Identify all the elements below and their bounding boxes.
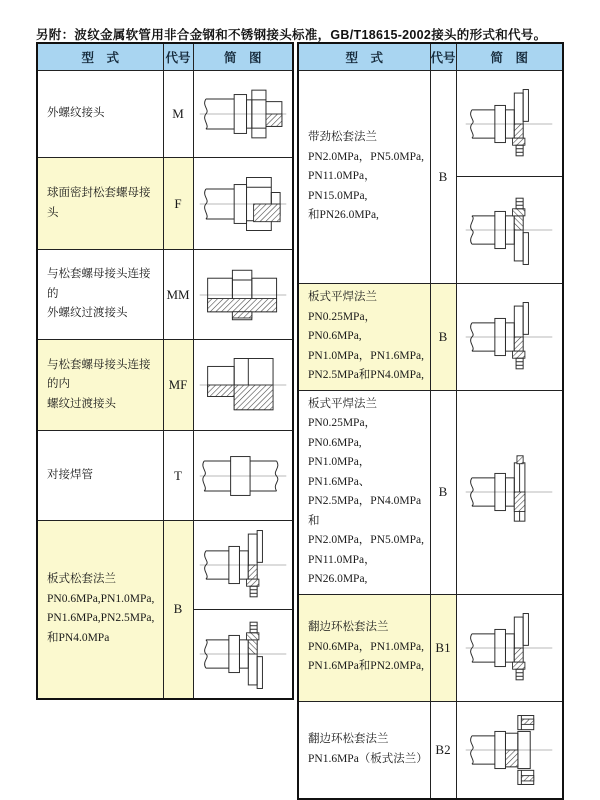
type-line: 板式平焊法兰: [308, 397, 377, 410]
type-line: PN0.25MPa，PN0.6MPa,: [308, 310, 377, 342]
column-header-type: 型 式: [37, 43, 163, 71]
diagram-cell: [193, 610, 293, 699]
column-header-diagram: 简 图: [456, 43, 563, 71]
table-row: [37, 250, 293, 340]
table-row: [298, 594, 563, 701]
type-line: 和PN4.0MPa: [47, 631, 110, 644]
flange-bolt-top-diagram: [461, 454, 557, 530]
type-line: PN2.5MPa和PN4.0MPa,: [308, 369, 424, 381]
type-line: PN0.6MPa，PN1.0MPa,: [308, 640, 424, 653]
code-cell: MM: [163, 250, 193, 340]
code-cell: MF: [163, 340, 193, 431]
flange-loose-up-diagram: [461, 86, 557, 162]
page-title: 另附：波纹金属软管用非合金钢和不锈钢接头标准，GB/T18615-2002接头的形式和代号。: [36, 27, 547, 42]
type-line: 带劲松套法兰: [308, 131, 377, 144]
type-line: PN11.0MPa，PN26.0MPa,: [308, 553, 376, 585]
type-line: 翻边环松套法兰: [308, 733, 389, 746]
type-cell: [298, 284, 430, 391]
type-line: PN11.0MPa，PN15.0MPa,: [308, 170, 376, 202]
type-line: 板式平焊法兰: [308, 291, 377, 303]
type-cell: [298, 594, 430, 701]
flange-loose-up-diagram: [195, 527, 291, 603]
table-row: [37, 340, 293, 431]
type-line: 与松套螺母接头连接的: [47, 268, 151, 300]
type-line: 外螺纹过渡接头: [47, 307, 128, 320]
type-line: 球面密封松套螺母接头: [47, 187, 151, 219]
column-header-diagram: 简 图: [193, 43, 293, 71]
type-line: PN2.5MPa，PN4.0MPa和: [308, 495, 422, 527]
type-line: PN1.6MPa和PN2.0MPa,: [308, 660, 424, 673]
type-cell: [298, 701, 430, 799]
column-header-type: 型 式: [298, 43, 430, 71]
code-cell: B: [430, 71, 456, 284]
type-cell: [37, 340, 163, 431]
diagram-cell: [193, 71, 293, 158]
type-line: PN1.0MPa，PN1.6MPa,: [308, 349, 424, 362]
code-cell: T: [163, 431, 193, 521]
type-line: PN2.0MPa，PN5.0MPa,: [308, 150, 424, 163]
table-row: [298, 390, 563, 594]
diagram-cell: [456, 284, 563, 391]
diagram-cell: [456, 177, 563, 284]
diagram-cell: [456, 594, 563, 701]
fitting-swivel-nut-diagram: [195, 166, 291, 242]
fitting-male-thread-diagram: [195, 76, 291, 152]
table-row: [37, 71, 293, 158]
diagram-cell: [193, 431, 293, 521]
fitting-double-male-diagram: [195, 257, 291, 333]
flange-loose-down-diagram: [461, 192, 557, 268]
table-row: [37, 521, 293, 610]
flange-b2-diagram: [461, 712, 557, 788]
type-line: PN1.6MPa,PN2.5MPa,: [47, 612, 155, 625]
type-line: 外螺纹接头: [47, 107, 105, 120]
type-line: 与松套螺母接头连接的内: [47, 358, 151, 391]
diagram-cell: [193, 340, 293, 431]
flange-loose-up-diagram: [461, 610, 557, 686]
type-line: 板式松套法兰: [47, 573, 116, 586]
type-line: PN1.6MPa（板式法兰）: [308, 752, 428, 765]
type-cell: [37, 431, 163, 521]
type-line: 和PN26.0MPa,: [308, 209, 379, 222]
type-cell: [37, 521, 163, 699]
table-row: [37, 158, 293, 250]
diagram-cell: [193, 158, 293, 250]
column-header-code: 代号: [163, 43, 193, 71]
type-line: PN1.0MPa，PN1.6MPa、: [308, 456, 371, 488]
code-cell: B2: [430, 701, 456, 799]
type-cell: [298, 71, 430, 284]
diagram-cell: [456, 701, 563, 799]
type-cell: [37, 71, 163, 158]
diagram-cell: [456, 71, 563, 177]
flange-loose-up-diagram: [461, 299, 557, 375]
code-cell: B: [430, 390, 456, 594]
table-row: [298, 284, 563, 391]
type-line: PN2.0MPa，PN5.0MPa,: [308, 534, 424, 546]
butt-weld-pipe-diagram: [195, 438, 291, 514]
code-cell: B: [430, 284, 456, 391]
fitting-table-left: [36, 42, 294, 700]
fitting-table-right: [297, 42, 564, 800]
type-cell: [298, 390, 430, 594]
code-cell: B1: [430, 594, 456, 701]
code-cell: B: [163, 521, 193, 699]
flange-loose-down-diagram: [195, 616, 291, 692]
type-line: PN0.6MPa,PN1.0MPa,: [47, 592, 155, 605]
column-header-code: 代号: [430, 43, 456, 71]
type-cell: [37, 158, 163, 250]
type-line: 对接焊管: [47, 468, 93, 481]
table-row: [37, 431, 293, 521]
code-cell: M: [163, 71, 193, 158]
diagram-cell: [193, 250, 293, 340]
diagram-cell: [456, 390, 563, 594]
table-row: [298, 701, 563, 799]
code-cell: F: [163, 158, 193, 250]
type-line: 翻边环松套法兰: [308, 621, 389, 634]
table-row: [298, 71, 563, 177]
fitting-male-female-diagram: [195, 347, 291, 423]
diagram-cell: [193, 521, 293, 610]
type-line: 螺纹过渡接头: [47, 397, 116, 410]
type-cell: [37, 250, 163, 340]
type-line: PN0.25MPa，PN0.6MPa,: [308, 417, 377, 449]
